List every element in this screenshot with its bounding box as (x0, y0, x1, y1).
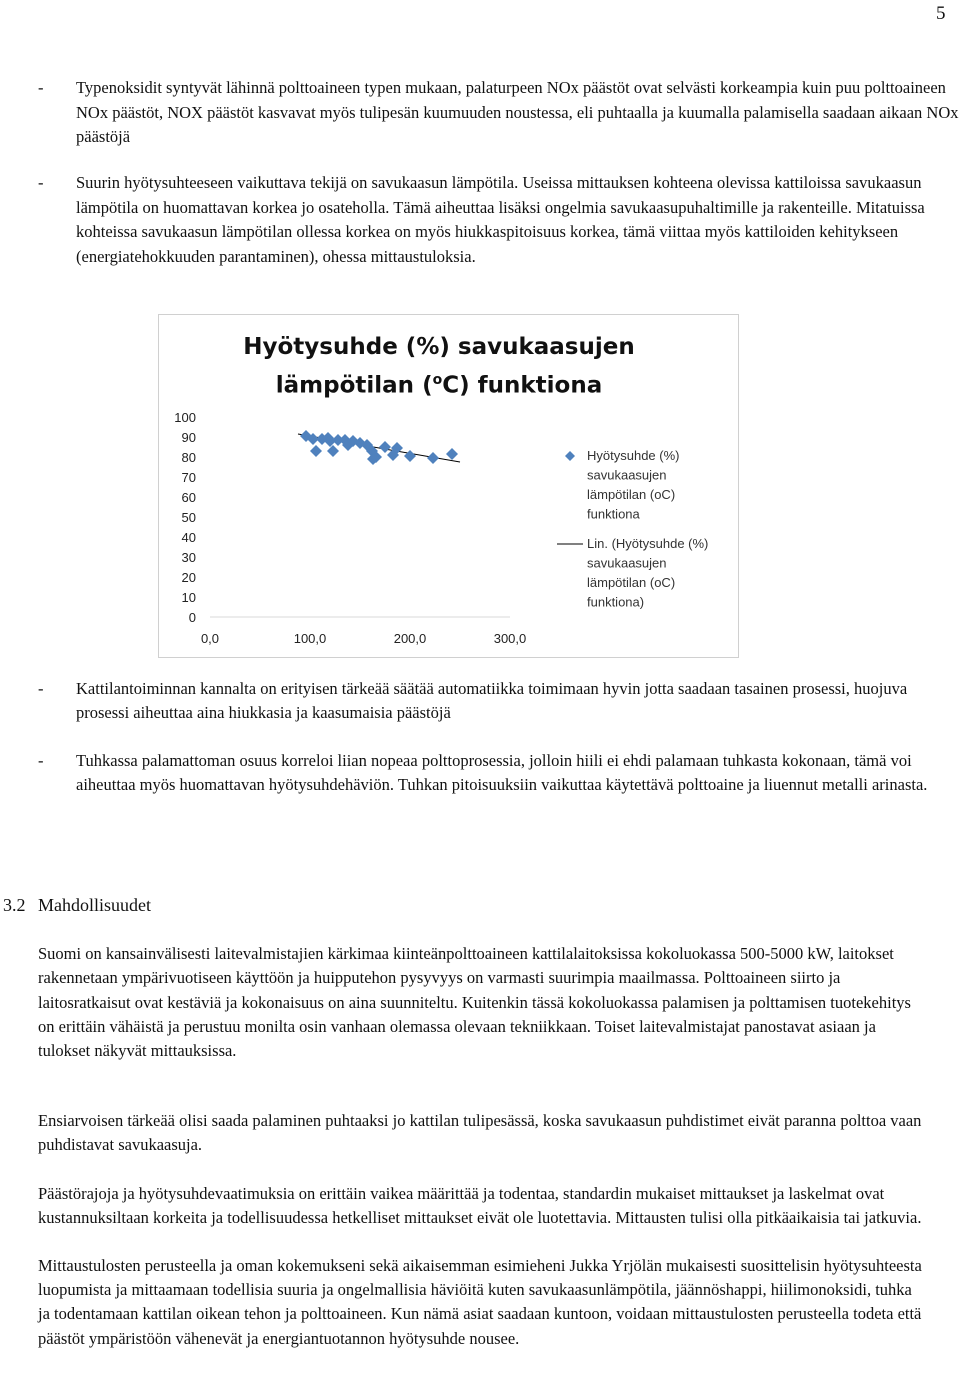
y-tick-label: 60 (181, 490, 196, 505)
x-axis-tick-labels (201, 631, 526, 646)
chart-title-line-1: Hyötysuhde (%) savukaasujen (243, 334, 635, 360)
legend-series-label: Hyötysuhde (%) (587, 448, 680, 463)
legend-trend-label: Lin. (Hyötysuhde (%) (587, 536, 709, 551)
bullet-dash: - (38, 173, 44, 192)
y-tick-label: 100 (174, 410, 196, 425)
section-number: 3.2 (3, 895, 26, 915)
x-tick-label: 300,0 (493, 631, 527, 646)
data-point (379, 441, 391, 453)
legend-marker (565, 451, 575, 461)
bullet-text: Suurin hyötysuhteeseen vaikuttava tekijä on savukaasun lämpötila. Useissa mittauksen kohteena olevissa kattiloissa savukaasun lämpötila on huomattavan korkea jo osateholla. Tämä aiheuttaa lisäksi ongelmia savukaasupuhaltimille ja rakenteille. Mitatuissa kohteissa savukaasun lämpötilan ollessa korkea on myös hiukkaspitoisuus korkea, tämä viittaa myös kattiloiden kehitykseen (energiatehokkuuden parantaminen), ohessa mittaustuloksia. (76, 173, 925, 266)
chart-plot (159, 315, 738, 657)
bullet-dash: - (38, 751, 44, 770)
paragraph-finland-manufacturers: Suomi on kansainvälisesti laitevalmistajien kärkimaa kiinteänpolttoaineen kattilalaitoksissa kokoluokassa 500-5000 kW, laitokset rakennetaan ympärivuotiseen käyttöön ja huipputehon pysyvyys on varmasti suurimpia maailmassa. Polttoaineen siirto ja laitosratkaisut ovat kestäviä ja kokonaisuus on aina suunniteltu. Kuitenkin tässä kokoluokassa palamisen ja polttamisen tuotekehitys on erittäin vähäistä ja perustuu monilta osin vanhaan olemassa olevaan tekniikkaan. Toiset laitevalmistajat panostavat asiaan ja tulokset näkyvät mittauksissa. (38, 944, 911, 1061)
bullet-dash: - (38, 679, 44, 698)
y-axis-tick-labels (174, 410, 196, 625)
chart-legend (557, 448, 708, 610)
y-tick-label: 0 (188, 610, 196, 625)
bullet-text: Tuhkassa palamattoman osuus korreloi liian nopeaa polttoprosessia, jolloin hiili ei ehdi palamaan tuhkasta kokonaan, tämä voi aiheuttaa myös huomattavan hyötysuhdehäviön. Tuhkan pitoisuuksiin vaikuttaa käytettävä polttoaine ja liuennut metalli arinasta. (76, 751, 928, 794)
data-point (404, 450, 416, 462)
x-tick-label: 0,0 (200, 631, 220, 646)
y-tick-label: 20 (181, 570, 196, 585)
legend-trend-label: savukaasujen (587, 555, 667, 571)
y-tick-label: 30 (181, 550, 196, 565)
y-tick-label: 50 (181, 510, 196, 525)
paragraph-emission-limits: Päästörajoja ja hyötysuhdevaatimuksia on erittäin vaikea määrittää ja todentaa, standardin mukaiset mittaukset ja laskelmat ovat kustannuksiltaan korkeita ja todellisuudessa hetkelliset mittaukset eivät ole luotettavia. Mittausten tulisi olla pitkäaikaisia tai jatkuvia. (38, 1184, 922, 1228)
chart-title-line-2-end: C) funktiona (442, 372, 603, 399)
y-tick-label: 10 (181, 590, 196, 605)
y-tick-label: 80 (181, 450, 196, 465)
x-tick-label: 200,0 (393, 631, 427, 646)
efficiency-scatter-chart (158, 314, 739, 658)
chart-title-line-2-start: lämpötilan ( (275, 372, 433, 399)
y-tick-label: 90 (181, 430, 196, 445)
data-point (327, 445, 339, 457)
chart-title-degree-superscript: o (432, 372, 443, 388)
paragraph-clean-combustion: Ensiarvoisen tärkeää olisi saada palaminen puhtaaksi jo kattilan tulipesässä, koska savukaasun puhdistimet eivät paranna polttoa vaan puhdistavat savukaasuja. (38, 1111, 922, 1155)
bullet-text: Typenoksidit syntyvät lähinnä polttoaineen typen mukaan, palaturpeen NOx päästöt ovat selvästi korkeampia kuin puu polttoaineen NOx päästöt, NOX päästöt kasvavat myös tulipesän kuumuuden noustessa, eli puhtaalla ja kuumalla palamisella saadaan aikaan NOx päästöjä (76, 78, 959, 146)
paragraph-recommendation: Mittaustulosten perusteella ja oman kokemukseni sekä aikaisemman esimieheni Jukka Yrjölän mukaisesti suosittelisin hyötysuhteesta luopumista ja mittaamaan todellisia suuria ja ongelmallisia häviöitä kuten savukaasunlämpötila, jäännöshappi, hiilimonoksidi, tuhka ja todentamaan kattilan oikean tehon ja polttoaineen. Kun nämä asiat saadaan kuntoon, voidaan mittaustulosten perusteella todeta että päästöt ympäristöön vähenevät ja energiantuotannon hyötysuhde nousee. (38, 1256, 922, 1348)
legend-trend-label: lämpötilan (oC) (587, 575, 676, 590)
legend-series-label: savukaasujen (587, 467, 667, 483)
y-tick-label: 70 (181, 470, 196, 485)
bullet-text: Kattilantoiminnan kannalta on erityisen tärkeää säätää automatiikka toimimaan hyvin jotta saadaan tasainen prosessi, huojuva prosessi aiheuttaa aina hiukkasia ja kaasumaisia päästöjä (76, 679, 908, 722)
page-number: 5 (936, 3, 946, 24)
legend-trend-label: funktiona) (587, 594, 645, 610)
legend-series-label: funktiona (587, 506, 640, 522)
legend-series-label: lämpötilan (oC) (587, 487, 676, 502)
data-point (427, 452, 439, 464)
section-title: Mahdollisuudet (38, 895, 151, 915)
data-point (446, 448, 458, 460)
data-point (310, 445, 322, 457)
y-tick-label: 40 (181, 530, 196, 545)
bullet-dash: - (38, 78, 44, 97)
x-tick-label: 100,0 (293, 631, 327, 646)
